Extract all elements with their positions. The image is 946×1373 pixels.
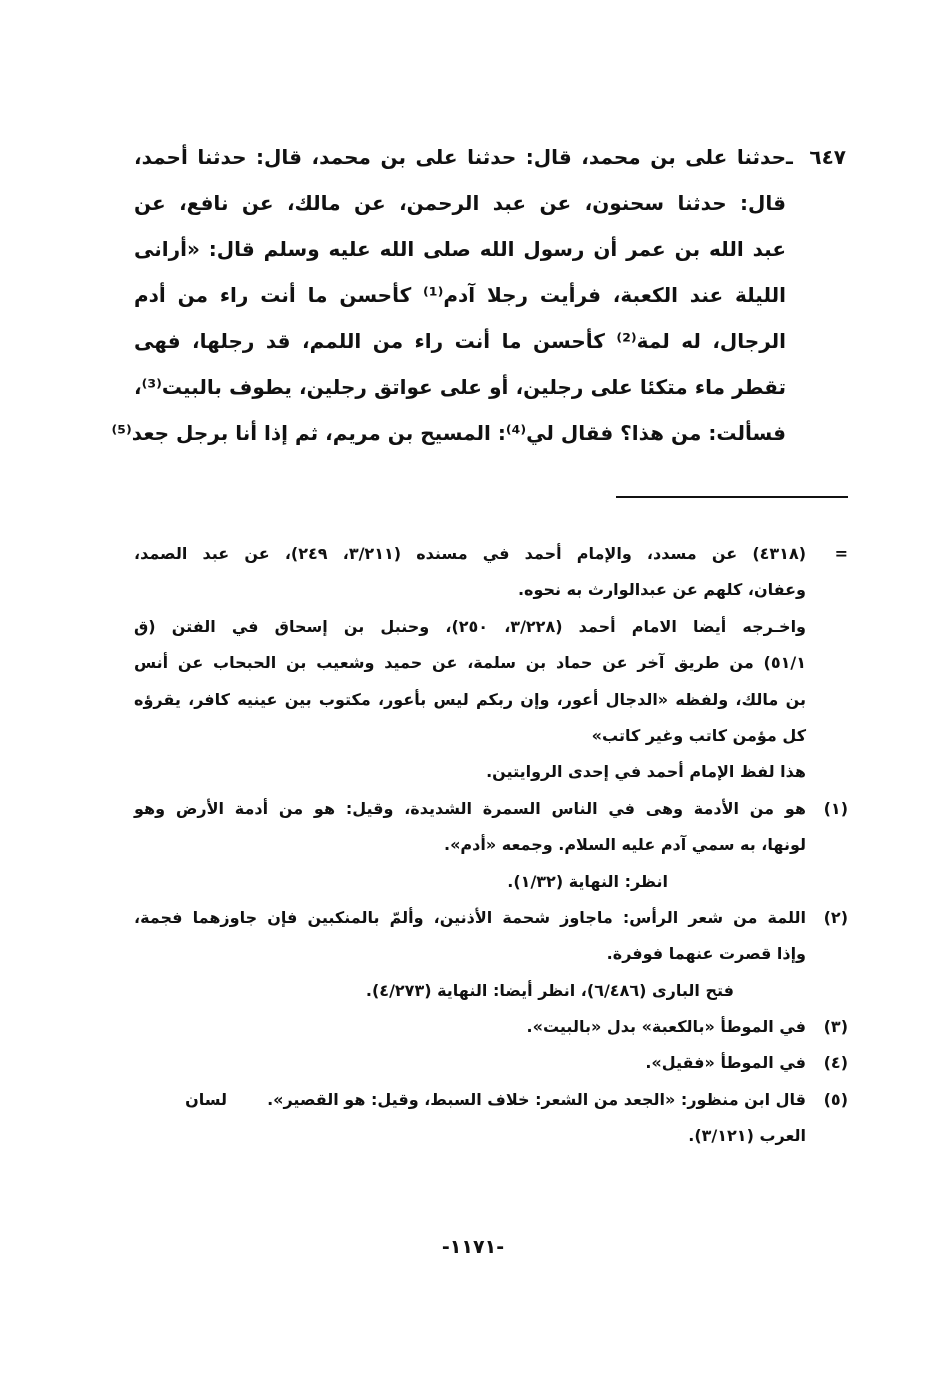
footnote-marker: (٥) [823, 1089, 848, 1109]
footnote-1-line-2: لونها، به سمي آدم عليه السلام. وجمعه «أدم». [444, 835, 806, 855]
hadith-line-text: الرجال، له لمة⁽²⁾ كأحسن ما أنت راء من اللمم، قد رجلها، فهى [134, 329, 786, 353]
footnote-continuation-line: هذا لفظ الإمام أحمد في إحدى الروايتين. [486, 762, 806, 782]
hadith-line-text: حدثنا على بن محمد، قال: حدثنا على بن محمد، قال: حدثنا أحمد، [134, 145, 786, 169]
footnotes [134, 536, 848, 1155]
hadith-line-6 [134, 364, 846, 410]
footnote-continuation-line: كل مؤمن كاتب وغير كاتب» [591, 725, 806, 745]
hadith-line-text: الليلة عند الكعبة، فرأيت رجلا آدم⁽¹⁾ كأحسن ما أنت راء من أدم [134, 283, 787, 307]
hadith-line-text: قال: حدثنا سحنون، عن عبد الرحمن، عن مالك، عن نافع، عن [134, 191, 786, 215]
footnote-marker: (١) [823, 798, 848, 818]
hadith-text [111, 134, 846, 456]
hadith-line-1 [134, 134, 846, 180]
footnote-5: (٥)قال ابن منظور: «الجعد من الشعر: خلاف السبط، وقيل: هو القصير».لسان [134, 1082, 848, 1118]
footnote-1-ref: انظر: النهاية (١/٣٢). [507, 871, 668, 891]
footnote-2: (٢)اللمة من شعر الرأس: ماجاوز شحمة الأذنين، وألمّ بالمنكبين فإن جاوزهما فجمة، [134, 900, 848, 936]
footnote-separator [616, 496, 848, 498]
footnote-continuation-line: وعفان، كلهم عن عبدالوارث به نحوه. [517, 580, 806, 600]
hadith-line-text: فسألت: من هذا؟ فقال لي⁽⁴⁾: المسيح بن مريم، ثم إذا أنا برجل جعد⁽⁵⁾ [111, 421, 786, 445]
continuation-marker: = [834, 544, 849, 563]
hadith-line-2 [134, 180, 846, 226]
footnote-5-line-2: العرب (٣/١٢١). [688, 1126, 806, 1146]
hadith-line-5 [134, 318, 846, 364]
footnote-continuation-line: ٥١/١) من طريق آخر عن حماد بن سلمة، عن حميد وشعيب بن الحبحاب عن أنس [134, 653, 806, 673]
footnote-marker: (٤) [823, 1053, 848, 1073]
hadith-line-text: تقطر ماء متكئا على رجلين، أو على عواتق رجلين، يطوف بالبيت⁽³⁾، [134, 375, 786, 399]
footnote-continuation-line: واخـرجه أيضا الامام أحمد (٣/٢٢٨، ٢٥٠)، وحنبل بن إسحاق في الفتن (ق [134, 616, 806, 636]
hadith-line-text: عبد الله بن عمر أن رسول الله صلى الله عليه وسلم قال: «أرانى [134, 237, 786, 261]
hadith-number: ٦٤٧ ـ [786, 145, 846, 169]
footnote-marker: (٢) [823, 907, 848, 927]
footnote-continuation-line: بن مالك، ولفظه «الدجال أعور، وإن ربكم ليس بأعور، مكتوب بين عينيه كافر، يقرؤه [134, 689, 806, 709]
footnote-1: (١)هو من الأدمة وهى في الناس السمرة الشديدة، وقيل: هو من أدمة الأرض وهو [134, 791, 848, 827]
footnote-4: (٤)في الموطأ «فقيل». [134, 1045, 848, 1081]
footnote-continuation-line: =(٤٣١٨) عن مسدد، والإمام أحمد في مسنده (٣/٢١١، ٢٤٩)، عن عبد الصمد، [134, 536, 848, 572]
hadith-line-4 [134, 272, 846, 318]
footnote-2-line-2: وإذا قصرت عنهما فوفرة. [606, 944, 806, 964]
hadith-line-7 [111, 410, 846, 456]
footnote-marker: (٣) [823, 1017, 848, 1037]
footnote-2-ref: فتح البارى (٦/٤٨٦)، انظر أيضا: النهاية (٤/٢٧٣). [365, 980, 734, 1000]
page-number: -١١٧١- [441, 1236, 505, 1258]
footnote-3: (٣)في الموطأ «بالكعبة» بدل «بالبيت». [134, 1009, 848, 1045]
hadith-line-3 [134, 226, 846, 272]
